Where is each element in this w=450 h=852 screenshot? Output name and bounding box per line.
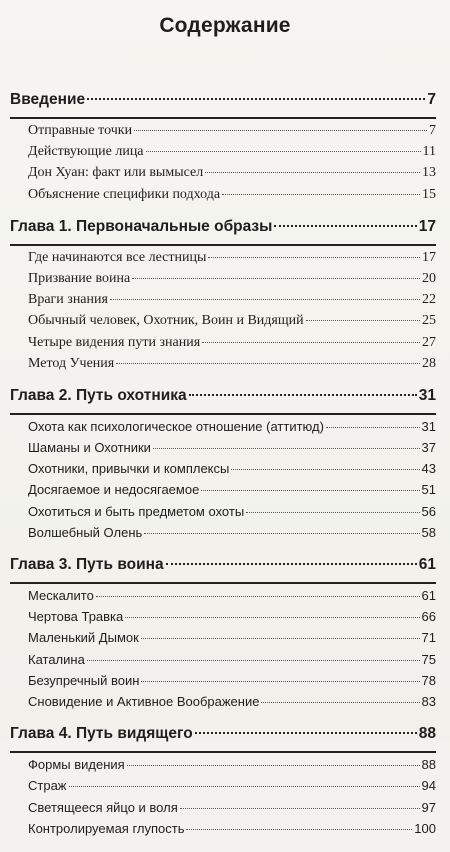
entry-title: Маленький Дымок <box>28 630 139 646</box>
entry-page-number: 71 <box>421 630 436 646</box>
entry-title: Чертова Травка <box>28 609 124 625</box>
entry-title: Отправные точки <box>28 123 133 138</box>
entry-title: Шаманы и Охотники <box>28 440 151 456</box>
entry-title: Охота как психологическое отношение (аттитюд) <box>28 418 324 434</box>
dot-leader <box>69 786 420 787</box>
entry-page-number: 22 <box>422 292 436 308</box>
dot-leader <box>306 320 420 321</box>
entry-title: Сновидение и Активное Воображение <box>28 693 260 709</box>
toc-entry[interactable] <box>28 482 436 503</box>
toc-chapter <box>10 218 436 377</box>
dot-leader <box>180 808 420 809</box>
entry-title: Метод Учения <box>28 355 115 371</box>
entry-title: Действующие лица <box>28 144 144 160</box>
dot-leader <box>141 638 420 639</box>
entry-page-number: 43 <box>421 461 436 477</box>
entry-page-number: 56 <box>421 503 436 519</box>
entry-title: Где начинаются все лестницы <box>28 249 207 265</box>
entry-page-number: 7 <box>429 123 436 138</box>
toc-entry[interactable] <box>28 461 436 482</box>
dot-leader <box>208 257 420 258</box>
dot-leader <box>326 427 420 428</box>
toc-entry[interactable] <box>28 800 436 821</box>
table-of-contents <box>10 91 436 852</box>
toc-entry[interactable] <box>28 123 436 144</box>
entry-page-number: 37 <box>421 440 436 456</box>
entry-page-number: 11 <box>422 144 436 160</box>
entry-title: Волшебный Олень <box>28 524 143 540</box>
dot-leader <box>222 194 420 195</box>
entry-title: Враги знания <box>28 292 108 308</box>
entry-title: Охотиться и быть предметом охоты <box>28 503 245 519</box>
chapter-rule <box>10 582 436 584</box>
chapter-title: Глава 1. Первоначальные образы <box>10 217 273 235</box>
chapter-rule <box>10 244 436 246</box>
chapter-page-number: 17 <box>418 217 436 235</box>
dot-leader <box>127 765 420 766</box>
entry-page-number: 66 <box>421 609 436 625</box>
toc-entry[interactable] <box>28 419 436 440</box>
entry-title: Обычный человек, Охотник, Воин и Видящий <box>28 313 304 329</box>
toc-chapter <box>10 556 436 715</box>
entry-title: Объяснение специфики подхода <box>28 186 221 202</box>
entry-page-number: 61 <box>421 588 436 603</box>
dot-leader <box>144 533 419 534</box>
chapter-page-number: 7 <box>427 91 436 108</box>
toc-entry[interactable] <box>28 525 436 546</box>
chapter-heading[interactable] <box>10 556 436 582</box>
page-title: Содержание <box>159 14 291 37</box>
entry-title: Светящееся яйцо и воля <box>28 799 178 815</box>
dot-leader <box>195 732 417 734</box>
dot-leader <box>202 342 420 343</box>
toc-entry[interactable] <box>28 673 436 694</box>
chapter-heading[interactable] <box>10 725 436 751</box>
entry-page-number: 13 <box>422 165 436 181</box>
toc-chapter <box>10 387 436 546</box>
chapter-page-number: 88 <box>418 725 436 743</box>
dot-leader <box>110 299 420 300</box>
entry-page-number: 58 <box>421 524 436 540</box>
dot-leader <box>87 98 425 100</box>
entry-page-number: 20 <box>422 270 436 286</box>
dot-leader <box>205 172 420 173</box>
chapter-heading[interactable] <box>10 387 436 413</box>
chapter-title: Глава 2. Путь охотника <box>10 386 187 404</box>
toc-entry[interactable] <box>28 144 436 165</box>
dot-leader <box>87 660 420 661</box>
dot-leader <box>189 394 417 396</box>
entry-title: Мескалито <box>28 588 94 603</box>
dot-leader <box>201 490 419 491</box>
entry-page-number: 75 <box>421 651 436 667</box>
entry-page-number: 100 <box>414 820 436 836</box>
toc-entry[interactable] <box>28 504 436 525</box>
dot-leader <box>246 512 419 513</box>
dot-leader <box>132 278 420 279</box>
dot-leader <box>125 617 419 618</box>
chapter-title: Глава 4. Путь видящего <box>10 725 193 743</box>
entry-page-number: 97 <box>421 799 436 815</box>
toc-entry[interactable] <box>28 356 436 377</box>
entry-title: Формы видения <box>28 757 125 773</box>
chapter-title: Введение <box>10 91 86 108</box>
bleed-through-text <box>240 40 243 55</box>
chapter-heading[interactable] <box>10 91 436 117</box>
dot-leader <box>186 829 412 830</box>
dot-leader <box>274 225 416 227</box>
entry-title: Досягаемое и недосягаемое <box>28 482 200 498</box>
dot-leader <box>231 469 419 470</box>
dot-leader <box>261 702 419 703</box>
entry-title: Призвание воина <box>28 270 131 286</box>
toc-entry[interactable] <box>28 821 436 842</box>
toc-entry[interactable] <box>28 757 436 778</box>
entry-title: Четыре видения пути знания <box>28 334 201 350</box>
entry-page-number: 27 <box>422 334 436 350</box>
toc-entry[interactable] <box>28 292 436 313</box>
toc-entry[interactable] <box>28 778 436 799</box>
toc-entry[interactable] <box>28 271 436 292</box>
entry-page-number: 25 <box>422 313 436 329</box>
entry-title: Контролируемая глупость <box>28 820 185 836</box>
dot-leader <box>146 151 421 152</box>
toc-entry[interactable] <box>28 588 436 609</box>
toc-entry[interactable] <box>28 609 436 630</box>
chapter-rule <box>10 751 436 753</box>
toc-entry[interactable] <box>28 165 436 186</box>
entry-page-number: 88 <box>421 757 436 773</box>
dot-leader <box>153 448 420 449</box>
toc-chapter <box>10 91 436 208</box>
entry-page-number: 28 <box>422 355 436 371</box>
entry-page-number: 51 <box>421 482 436 498</box>
chapter-page-number: 61 <box>418 556 436 573</box>
entry-page-number: 94 <box>421 778 436 794</box>
dot-leader <box>116 363 420 364</box>
entry-title: Безупречный воин <box>28 672 140 688</box>
toc-entry[interactable] <box>28 694 436 715</box>
chapter-rule <box>10 117 436 119</box>
dot-leader <box>134 130 427 131</box>
entry-title: Дон Хуан: факт или вымысел <box>28 165 204 181</box>
toc-entry[interactable] <box>28 440 436 461</box>
entry-page-number: 78 <box>421 672 436 688</box>
toc-entry[interactable] <box>28 630 436 651</box>
toc-chapter <box>10 725 436 842</box>
toc-entry[interactable] <box>28 652 436 673</box>
entry-title: Страж <box>28 778 67 794</box>
chapter-heading[interactable] <box>10 218 436 244</box>
chapter-page-number: 31 <box>418 386 436 404</box>
entry-page-number: 17 <box>422 249 436 265</box>
entry-title: Каталина <box>28 651 85 667</box>
dot-leader <box>96 596 420 597</box>
toc-entry[interactable] <box>28 335 436 356</box>
entry-page-number: 15 <box>422 186 436 202</box>
chapter-rule <box>10 413 436 415</box>
entry-page-number: 31 <box>421 418 436 434</box>
toc-entry[interactable] <box>28 250 436 271</box>
entry-page-number: 83 <box>421 693 436 709</box>
dot-leader <box>141 681 419 682</box>
toc-entry[interactable] <box>28 187 436 208</box>
dot-leader <box>166 563 417 565</box>
toc-entry[interactable] <box>28 313 436 334</box>
entry-title: Охотники, привычки и комплексы <box>28 461 230 477</box>
chapter-title: Глава 3. Путь воина <box>10 556 164 573</box>
